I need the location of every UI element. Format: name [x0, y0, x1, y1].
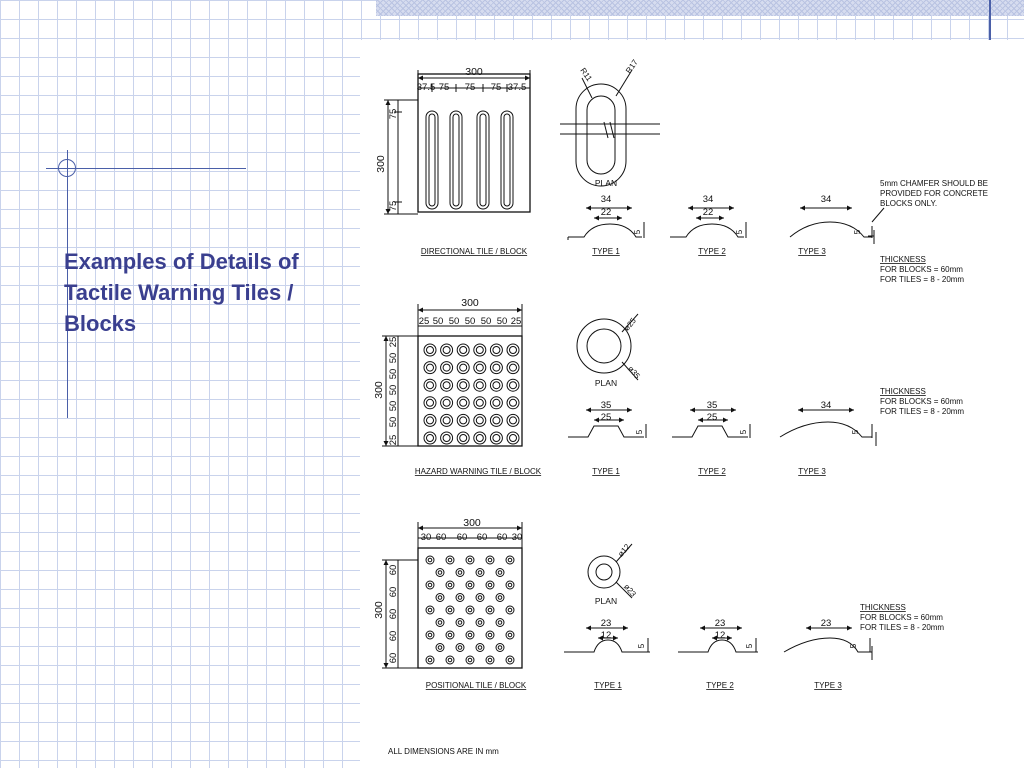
drawing-labels	[373, 58, 988, 756]
dim-label: 75	[388, 200, 399, 212]
hazard-dome	[507, 362, 519, 374]
positional-dome	[468, 608, 472, 612]
hazard-dome	[460, 399, 467, 406]
positional-dome	[436, 569, 444, 577]
type3-caption: TYPE 3	[798, 247, 826, 256]
dim-label: 30	[511, 532, 523, 543]
dimensions-footnote: ALL DIMENSIONS ARE IN mm	[388, 747, 499, 756]
hazard-dome	[427, 417, 434, 424]
radius-label: R17	[624, 57, 640, 76]
dim-directional-width: 300	[465, 66, 483, 78]
hazard-dome	[493, 399, 500, 406]
positional-dome	[506, 656, 514, 664]
hazard-dome	[474, 414, 486, 426]
dim-label: 50	[432, 316, 444, 327]
dim-label: 5	[633, 229, 642, 235]
dim-positional-height: 300	[373, 601, 385, 619]
positional-dome	[456, 569, 464, 577]
positional-dome	[438, 621, 442, 625]
dim-label: 22	[702, 207, 714, 218]
dim-label: 60	[388, 608, 399, 620]
thickness-note-line: FOR BLOCKS = 60mm	[860, 613, 943, 622]
hazard-dome	[457, 379, 469, 391]
hazard-dome	[510, 435, 517, 442]
positional-dome	[428, 608, 432, 612]
positional-dome	[458, 571, 462, 575]
diameter-label: ø12	[616, 542, 632, 559]
chamfer-note-line: 5mm CHAMFER SHOULD BE	[880, 179, 989, 188]
dim-label: 50	[388, 416, 399, 428]
dim-label: 60	[435, 532, 447, 543]
hazard-dome	[474, 344, 486, 356]
hazard-dome	[441, 432, 453, 444]
positional-dome	[508, 583, 512, 587]
positional-dome	[466, 556, 474, 564]
directional-tile-plan	[418, 74, 530, 212]
positional-dome	[446, 656, 454, 664]
chamfer-note-line: PROVIDED FOR CONCRETE	[880, 189, 989, 198]
positional-dome	[458, 596, 462, 600]
dim-label: 25	[388, 434, 399, 446]
dim-label: 50	[448, 316, 460, 327]
dim-label: 23	[820, 618, 832, 629]
type1-caption: TYPE 1	[594, 681, 622, 690]
dim-label: 35	[600, 400, 612, 411]
hazard-dome	[443, 382, 450, 389]
hazard-dome	[510, 382, 517, 389]
positional-dome	[508, 658, 512, 662]
hazard-dome	[490, 362, 502, 374]
hazard-dome	[474, 397, 486, 409]
positional-dome	[426, 631, 434, 639]
positional-dome	[476, 619, 484, 627]
positional-dome	[426, 556, 434, 564]
positional-dome	[488, 608, 492, 612]
decorative-ring	[58, 159, 76, 177]
dim-label: 5	[853, 229, 862, 235]
positional-dome	[468, 658, 472, 662]
hazard-dome	[507, 344, 519, 356]
hazard-dome	[476, 382, 483, 389]
dim-label: 23	[714, 618, 726, 629]
hazard-dome	[427, 435, 434, 442]
positional-dome	[498, 571, 502, 575]
hazard-dome	[441, 397, 453, 409]
hazard-dome	[493, 382, 500, 389]
directional-caption: DIRECTIONAL TILE / BLOCK	[420, 247, 528, 256]
positional-dome	[508, 558, 512, 562]
type3-caption: TYPE 3	[798, 467, 826, 476]
dim-label: 34	[820, 400, 832, 411]
positional-dome	[446, 581, 454, 589]
dim-label: 5	[637, 643, 646, 649]
dim-label: 75	[464, 82, 476, 93]
dim-label: 25	[510, 316, 522, 327]
hazard-dome	[510, 364, 517, 371]
hazard-dome	[460, 417, 467, 424]
type1-caption: TYPE 1	[592, 467, 620, 476]
chamfer-note-line: BLOCKS ONLY.	[880, 199, 938, 208]
type2-caption: TYPE 2	[706, 681, 734, 690]
hazard-dome	[493, 417, 500, 424]
hazard-dome	[441, 362, 453, 374]
positional-dome	[466, 656, 474, 664]
dim-positional-width: 300	[463, 517, 481, 529]
dim-label: 34	[600, 194, 612, 205]
positional-dome	[448, 558, 452, 562]
dim-label: 75	[490, 82, 502, 93]
plan-label: PLAN	[594, 178, 618, 188]
hazard-tile-plan	[418, 336, 522, 446]
hazard-dome	[457, 397, 469, 409]
diameter-label: ø25	[622, 316, 638, 333]
dim-label: 23	[600, 618, 612, 629]
hazard-dome	[460, 347, 467, 354]
hazard-dome	[493, 347, 500, 354]
header-accent-rule	[989, 0, 991, 40]
positional-dome	[476, 644, 484, 652]
hazard-sections	[568, 410, 876, 446]
positional-dome	[506, 606, 514, 614]
positional-dome	[468, 583, 472, 587]
positional-dome	[498, 646, 502, 650]
positional-dome	[506, 581, 514, 589]
hazard-dome	[493, 364, 500, 371]
positional-dome	[506, 556, 514, 564]
positional-dome	[448, 608, 452, 612]
positional-dome	[448, 658, 452, 662]
positional-dome	[438, 571, 442, 575]
hazard-dome	[424, 344, 436, 356]
hazard-dome	[507, 414, 519, 426]
hazard-dome	[460, 435, 467, 442]
positional-dome	[486, 631, 494, 639]
hazard-dome	[443, 364, 450, 371]
dim-label: 50	[496, 316, 508, 327]
hazard-dome	[424, 432, 436, 444]
positional-dome	[466, 606, 474, 614]
hazard-dome	[476, 364, 483, 371]
positional-dome	[446, 631, 454, 639]
hazard-dome	[460, 382, 467, 389]
diameter-label: ø23	[622, 582, 638, 599]
positional-dome	[456, 594, 464, 602]
plan-label: PLAN	[594, 378, 618, 388]
hazard-dome	[457, 344, 469, 356]
dim-label: 75	[388, 108, 399, 120]
hazard-dome	[427, 382, 434, 389]
type2-caption: TYPE 2	[698, 247, 726, 256]
hazard-dome	[474, 362, 486, 374]
dim-label: 12	[714, 630, 726, 641]
positional-dome	[486, 581, 494, 589]
hazard-dome	[443, 417, 450, 424]
positional-dome	[448, 583, 452, 587]
positional-dome	[436, 594, 444, 602]
positional-dome	[478, 596, 482, 600]
technical-drawing-panel	[360, 40, 1024, 768]
slide-title: Examples of Details of Tactile Warning Tiles / Blocks	[64, 249, 299, 336]
dim-label: 22	[600, 207, 612, 218]
hazard-dome	[474, 379, 486, 391]
positional-dome	[486, 656, 494, 664]
header-pattern-band	[376, 0, 1024, 16]
dim-label: 25	[706, 412, 718, 423]
positional-dome	[476, 569, 484, 577]
type3-caption: TYPE 3	[814, 681, 842, 690]
dim-label: 5	[739, 429, 748, 435]
positional-dome	[438, 646, 442, 650]
hazard-dome	[490, 379, 502, 391]
hazard-dome	[510, 417, 517, 424]
hazard-caption: HAZARD WARNING TILE / BLOCK	[414, 467, 542, 476]
type2-caption: TYPE 2	[698, 467, 726, 476]
hazard-dome	[476, 347, 483, 354]
positional-dome	[508, 608, 512, 612]
positional-dome	[448, 633, 452, 637]
dim-label: 60	[456, 532, 468, 543]
positional-dome	[428, 658, 432, 662]
hazard-dome	[474, 432, 486, 444]
dim-label: 34	[702, 194, 714, 205]
hazard-dome	[476, 417, 483, 424]
positional-dome	[468, 633, 472, 637]
dim-label: 75	[438, 82, 450, 93]
positional-dome	[486, 606, 494, 614]
thickness-note-line: FOR TILES = 8 - 20mm	[860, 623, 945, 632]
hazard-dome	[507, 379, 519, 391]
hazard-dome	[507, 432, 519, 444]
dim-label: 5	[745, 643, 754, 649]
positional-dome	[468, 558, 472, 562]
positional-dome	[496, 619, 504, 627]
positional-dome	[466, 631, 474, 639]
hazard-dome	[441, 414, 453, 426]
positional-dome	[436, 619, 444, 627]
dim-label: 5	[851, 429, 860, 435]
positional-dome	[476, 594, 484, 602]
positional-dome	[446, 556, 454, 564]
dim-directional-height: 300	[375, 155, 387, 173]
positional-dome	[478, 571, 482, 575]
dim-label: 50	[480, 316, 492, 327]
positional-dome	[428, 583, 432, 587]
positional-dome	[466, 581, 474, 589]
dim-label: 25	[388, 336, 399, 348]
positional-dome	[496, 644, 504, 652]
dim-hazard-height: 300	[373, 381, 385, 399]
dim-label: 60	[388, 630, 399, 642]
positional-tile-plan	[418, 548, 522, 668]
hazard-dome	[490, 344, 502, 356]
positional-dome	[498, 596, 502, 600]
thickness-note-line: FOR TILES = 8 - 20mm	[880, 407, 965, 416]
positional-dome	[426, 656, 434, 664]
hazard-dome	[460, 364, 467, 371]
dim-label: 34	[820, 194, 832, 205]
dim-label: 50	[388, 352, 399, 364]
positional-dome	[488, 558, 492, 562]
hazard-dome	[427, 364, 434, 371]
decorative-horizontal-line	[46, 168, 246, 169]
positional-dome	[458, 646, 462, 650]
dim-label: 60	[476, 532, 488, 543]
positional-dome	[496, 594, 504, 602]
positional-dome	[486, 556, 494, 564]
hazard-dome	[443, 435, 450, 442]
plan-label: PLAN	[594, 596, 618, 606]
hazard-dome	[490, 397, 502, 409]
dim-label: 60	[388, 564, 399, 576]
positional-dome	[458, 621, 462, 625]
hazard-dome	[490, 432, 502, 444]
positional-caption: POSITIONAL TILE / BLOCK	[425, 681, 527, 690]
hazard-dome	[510, 399, 517, 406]
thickness-heading: THICKNESS	[860, 603, 906, 612]
hazard-dome	[427, 399, 434, 406]
thickness-note-line: FOR TILES = 8 - 20mm	[880, 275, 965, 284]
positional-dome	[428, 633, 432, 637]
hazard-dome	[443, 347, 450, 354]
hazard-dome	[510, 347, 517, 354]
dim-label: 30	[420, 532, 432, 543]
dim-label: 5	[849, 643, 858, 649]
positional-dome	[508, 633, 512, 637]
radius-label: R11	[578, 66, 594, 83]
thickness-note-line: FOR BLOCKS = 60mm	[880, 397, 963, 406]
positional-dome	[506, 631, 514, 639]
positional-dome	[426, 606, 434, 614]
hazard-dome	[493, 435, 500, 442]
dim-label: 12	[600, 630, 612, 641]
dim-label: 60	[388, 586, 399, 598]
hazard-dome	[490, 414, 502, 426]
hazard-dome	[441, 379, 453, 391]
dim-label: 25	[418, 316, 430, 327]
positional-dome	[496, 569, 504, 577]
positional-dome	[488, 658, 492, 662]
hazard-dome	[476, 435, 483, 442]
positional-dome	[456, 644, 464, 652]
thickness-note-line: FOR BLOCKS = 60mm	[880, 265, 963, 274]
positional-dome	[488, 583, 492, 587]
positional-dome	[498, 621, 502, 625]
dim-label: 50	[388, 368, 399, 380]
hazard-dome	[424, 414, 436, 426]
dim-label: 50	[464, 316, 476, 327]
hazard-dome	[457, 432, 469, 444]
dim-label: 50	[388, 384, 399, 396]
hazard-dome	[427, 347, 434, 354]
positional-dome	[436, 644, 444, 652]
positional-dome	[478, 646, 482, 650]
hazard-dome	[457, 362, 469, 374]
positional-dome	[428, 558, 432, 562]
tactile-tile-drawing	[360, 40, 1024, 768]
positional-dome	[478, 621, 482, 625]
directional-sections	[568, 208, 884, 244]
hazard-dome	[443, 399, 450, 406]
positional-dome	[488, 633, 492, 637]
hazard-dome	[424, 397, 436, 409]
thickness-heading: THICKNESS	[880, 387, 926, 396]
hazard-dome	[424, 379, 436, 391]
positional-dome	[456, 619, 464, 627]
dim-label: 5	[635, 429, 644, 435]
dim-label: 60	[496, 532, 508, 543]
positional-dome	[426, 581, 434, 589]
dim-label: 60	[388, 652, 399, 664]
thickness-heading: THICKNESS	[880, 255, 926, 264]
dim-label: 37.5	[507, 82, 527, 93]
dim-label: 5	[735, 229, 744, 235]
positional-dome	[438, 596, 442, 600]
type1-caption: TYPE 1	[592, 247, 620, 256]
diameter-label: ø35	[626, 364, 642, 381]
dim-label: 37.5	[416, 82, 436, 93]
hazard-dome	[424, 362, 436, 374]
hazard-dome	[476, 399, 483, 406]
dim-hazard-width: 300	[461, 297, 479, 309]
hazard-dome	[507, 397, 519, 409]
dim-label: 25	[600, 412, 612, 423]
directional-plan-detail	[560, 70, 660, 186]
dim-label: 50	[388, 400, 399, 412]
hazard-dome	[441, 344, 453, 356]
positional-dome	[446, 606, 454, 614]
dim-label: 35	[706, 400, 718, 411]
hazard-dome	[457, 414, 469, 426]
